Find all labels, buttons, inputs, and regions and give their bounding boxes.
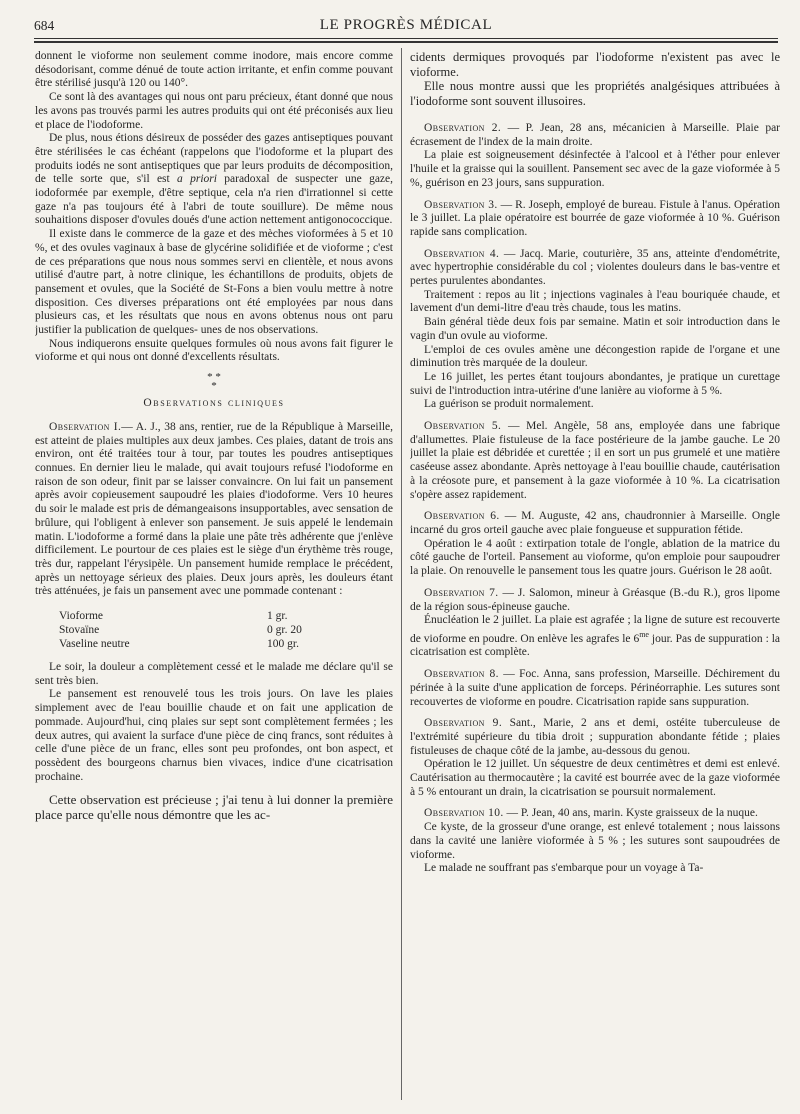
observation-label: Observation 4. <box>424 247 500 260</box>
paragraph: Le soir, la douleur a complètement cessé et le malade me déclare qu'il se sent très bien. <box>35 661 393 687</box>
paragraph: Nous indiquerons ensuite quelques formules où nous avons fait figurer le vioforme et qui nous ont donné d'excellents résultats. <box>35 337 393 364</box>
paragraph: Le pansement est renouvelé tous les trois jours. On lave les plaies simplement avec de l'eau bouillie chaude et on fait une application de pommade. Aujourd'hui, cinq plaies sur sept sont complètement fermées ; les deux autres, qui avaient la surface d'une pièce de cinq francs, sont réduites à celle d'une pièce de un franc, elles sont peu profondes, ont bon aspect, et possèdent des bourgeons charnus bien vivaces, indice d'une cicatrisation prochaine. <box>35 688 393 783</box>
observation-label: Observation I. <box>49 420 122 433</box>
paragraph: Le malade ne souffrant pas s'embarque pour un voyage à Ta- <box>424 862 704 875</box>
paragraph: Traitement : repos au lit ; injections vaginales à l'eau bouriquée chaude, et lavement d'un demi-litre d'eau très chaude, tous les matins. <box>410 288 780 315</box>
observation-text: — P. Jean, 28 ans, mécanicien à Marseille. Plaie par écrasement de l'index de la main droite. <box>410 122 780 148</box>
observation-5 <box>410 420 780 502</box>
formula-row <box>59 623 359 637</box>
journal-title: LE PROGRÈS MÉDICAL <box>319 17 493 33</box>
paragraph: Opération le 4 août : extirpation totale de l'ongle, ablation de la matrice du côté gauche de l'orteil. Pansement au vioforme, qu'on emploie pour saupoudrer la plaie. On renouvelle le pansement tous les quatre jours. Guérison le 28 août. <box>410 537 780 578</box>
paragraph: Elle nous montre aussi que les propriétés analgésiques attribuées à l'iodoforme sont souvent illusoires. <box>410 79 780 108</box>
ingredient-name: Stovaïne <box>59 624 100 637</box>
observation-8 <box>410 668 780 709</box>
page-header <box>34 14 778 36</box>
paragraph: Ce sont là des avantages qui nous ont paru précieux, étant donné que nous les avons pas trouvés parmi les autres produits qui ont été préconisés aux lieu et place de l'iodoforme. <box>35 91 393 131</box>
observation-9 <box>410 717 780 758</box>
paragraph-text: jour. Pas de suppuration : la cicatrisation est complète. <box>410 632 780 659</box>
paragraph <box>410 614 780 660</box>
paragraph-text: paradoxal de suspecter une gaze, iodoformée par exemple, d'être septique, cela n'a rien d'irrationnel si cette gaze n'a pas toujours été à l'abri de toute souillure). De même nous souhaitions disposer d'ovules doués d'une action nettement antigonococcique. <box>35 173 393 227</box>
left-column <box>35 50 393 1100</box>
observation-10 <box>410 807 780 821</box>
paragraph: donnent le vioforme non seulement comme inodore, mais encore comme désodorisant, comme dénué de toute action irritante, et enfin comme pouvant être stérilisé jusqu'à 120 ou 140°. <box>35 50 393 90</box>
observation-1 <box>35 421 393 599</box>
observation-text: — Foc. Anna, sans profession, Marseille. Déchirement du périnée à la suite d'une application de forceps. Périnéorraphie. Les sutures sont recouvertes de vioforme en poudre. Cicatrisation rapide sans suppuration. <box>410 668 780 708</box>
observation-7 <box>410 587 780 614</box>
observation-text: Sant., Marie, 2 ans et demi, ostéite tuberculeuse de l'extrémité supérieure du tibia droit ; suppuration abondante fétide ; plaies fistuleuses de chaque côté de la jambe, au-dessous du genou. <box>410 717 780 757</box>
paragraph: cidents dermiques provoqués par l'iodoforme n'existent pas avec le vioforme. <box>410 50 780 79</box>
observation-label: Observation 10. <box>424 807 504 820</box>
observation-text: — P. Jean, 40 ans, marin. Kyste graisseux de la nuque. <box>506 807 758 820</box>
paragraph: Cette observation est précieuse ; j'ai tenu à lui donner la première place parce qu'elle nous démontre que les ac- <box>35 792 393 823</box>
paragraph: Opération le 12 juillet. Un séquestre de deux centimètres et demi est enlevé. Cautérisation au thermocautère ; la cavité est bourrée avec de la gaze vioformée à 5 % entourant un drain, la cicatrisation se poursuit normalement. <box>410 758 780 798</box>
observation-label: Observation 5. <box>424 420 502 433</box>
header-rule <box>34 38 778 39</box>
paragraph: La plaie est soigneusement désinfectée à l'alcool et à l'éther pour enlever l'huile et la graisse qui la souillent. Pansement sec avec de la gaze vioformée à 5 %, guérison en 23 jours, sans suppuration. <box>410 149 780 189</box>
observation-text: — R. Joseph, employé de bureau. Fistule à l'anus. Opération le 3 juillet. La plaie opératoire est bourrée de gaze vioformée à 10 %. Guérison rapide sans complication. <box>410 198 780 238</box>
formula-row <box>59 637 359 651</box>
superscript: me <box>639 629 649 639</box>
observation-4 <box>410 248 780 289</box>
section-title: Observations cliniques <box>143 397 285 410</box>
observation-text: — J. Salomon, mineur à Gréasque (B.-du R.), gros lipome de la région sous-épineuse gauche. <box>410 586 780 613</box>
observation-6 <box>410 510 780 537</box>
formula-row <box>59 609 359 623</box>
observation-label: Observation 3. <box>424 198 498 211</box>
observation-text: — Mel. Angèle, 58 ans, employée dans une fabrique d'allumettes. Plaie fistuleuse de la face postérieure de la jambe gauche. Le 20 juillet la plaie est débridée et curettée ; il en sort un pus grumelé et une matière caséeuse assez abondante. Après nettoyage à l'eau bouillie chaude, cautérisation à la créosote pure, et pansement à la gaze vioformée à 10 %. La cicatrisation s'opère assez rapidement. <box>410 420 780 501</box>
paragraph: Bain général tiède deux fois par semaine. Matin et soir introduction dans le vagin d'un ovule au vioforme. <box>410 316 780 342</box>
paragraph-text: De plus, nous étions désireux de posséder des gazes antiseptiques pouvant être stérilisées le cas échéant (rappelons que l'iodoforme et la plupart des produits iodés ne sont antiseptiques que par leurs produits de décomposition, de telle sorte que, s'il est <box>35 132 393 186</box>
paragraph: Le 16 juillet, les pertes étant toujours abondantes, je pratique un curettage suivi de l'introduction intra-utérine d'une lanière au vioforme à 5 %. <box>410 370 780 397</box>
header-rule-double <box>34 41 778 43</box>
paragraph: L'emploi de ces ovules amène une décongestion rapide de l'organe et une diminution très marquée de la douleur. <box>410 343 780 370</box>
observation-label: Observation 9. <box>424 717 503 730</box>
paragraph: Ce kyste, de la grosseur d'une orange, est enlevé totalement ; nous laissons dans la cavité une lanière vioformée à 5 % ; les sutures sont saupoudrées de vioforme. <box>410 821 780 861</box>
section-separator: * * * <box>207 371 221 393</box>
observation-label: Observation 2. <box>424 122 502 134</box>
observation-label: Observation 6. <box>424 510 500 523</box>
observation-label: Observation 8. <box>424 668 499 681</box>
paragraph-text: Énucléation le 2 juillet. La plaie est agrafée ; la ligne de suture est recouverte de vioforme en poudre. On enlève les agrafes le 6 <box>410 614 780 645</box>
observation-text: — Jacq. Marie, couturière, 35 ans, atteinte d'endométrite, avec hypertrophie considérable du col ; violentes douleurs dans le bas-ventre et pertes purulentes abondantes. <box>410 247 780 288</box>
ingredient-name: Vaseline neutre <box>59 638 130 651</box>
ingredient-qty: 1 gr. <box>267 610 288 623</box>
ingredient-name: Vioforme <box>59 610 104 623</box>
column-divider <box>401 48 402 1100</box>
paragraph <box>35 132 393 228</box>
paragraph: La guérison se produit normalement. <box>424 398 594 411</box>
observation-text: — A. J., 38 ans, rentier, rue de la République à Marseille, est atteint de plaies multiples aux deux jambes. Ces plaies, datant de trois ans environ, ont été traitées tour à tour, par toutes les poudres antiseptiques connues. En dernier lieu le malade, qui avait toujours refusé l'iodoforme en raison de son odeur, finit par se laisser convaincre. On lui fait un pansement après avoir copieusement saupoudré les plaies d'iodoforme. Vers 10 heures du soir le malade est pris de démangeaisons insupportables, avec sensation de brûlure, qui l'obligent à enlever son pansement. Je suis appelé le lendemain matin. L'iodoforme a formé dans la plaie une pâte très adhérente que j'enlève difficilement. Le pourtour de ces plaies est le siège d'un érythème très rouge, très dur, rappelant l'érysipèle. Un pansement humide remplace le précédent, après un nettoyage sérieux des plaies. Deux jours après, les douleurs étant très atténuées, je fais un pansement avec une pommade contenant : <box>35 420 393 598</box>
paragraph: Il existe dans le commerce de la gaze et des mèches vioformées à 5 et 10 %, et des ovules vaginaux à base de glycérine solidifiée et de vioforme ; c'est de ces préparations que nous nous sommes servi en clientèle, et nous avons utilisé d'autre part, à notre clinique, les échantillons de produits, objets de pansement et ovules, que la Société de St-Fons a bien voulu mettre à notre disposition. Ces diverses préparations ont été employées par nous dans plusieurs cas, et les résultats que nous en avons obtenus nous ont paru justifier la publication de quelques- unes de nos observations. <box>35 228 393 337</box>
italic-phrase: a priori <box>177 173 217 186</box>
ingredient-qty: 0 gr. 20 <box>267 624 302 637</box>
observation-label: Observation 7. <box>424 586 499 599</box>
formula <box>59 609 359 651</box>
observation-text: — M. Auguste, 42 ans, chaudronnier à Marseille. Ongle incarné du gros orteil gauche avec plaie fongueuse et suppuration fétide. <box>410 510 780 536</box>
ingredient-qty: 100 gr. <box>267 638 299 651</box>
observation-2 <box>410 122 780 149</box>
observation-3 <box>410 199 780 240</box>
right-column <box>410 50 780 1100</box>
page-number: 684 <box>34 18 55 33</box>
